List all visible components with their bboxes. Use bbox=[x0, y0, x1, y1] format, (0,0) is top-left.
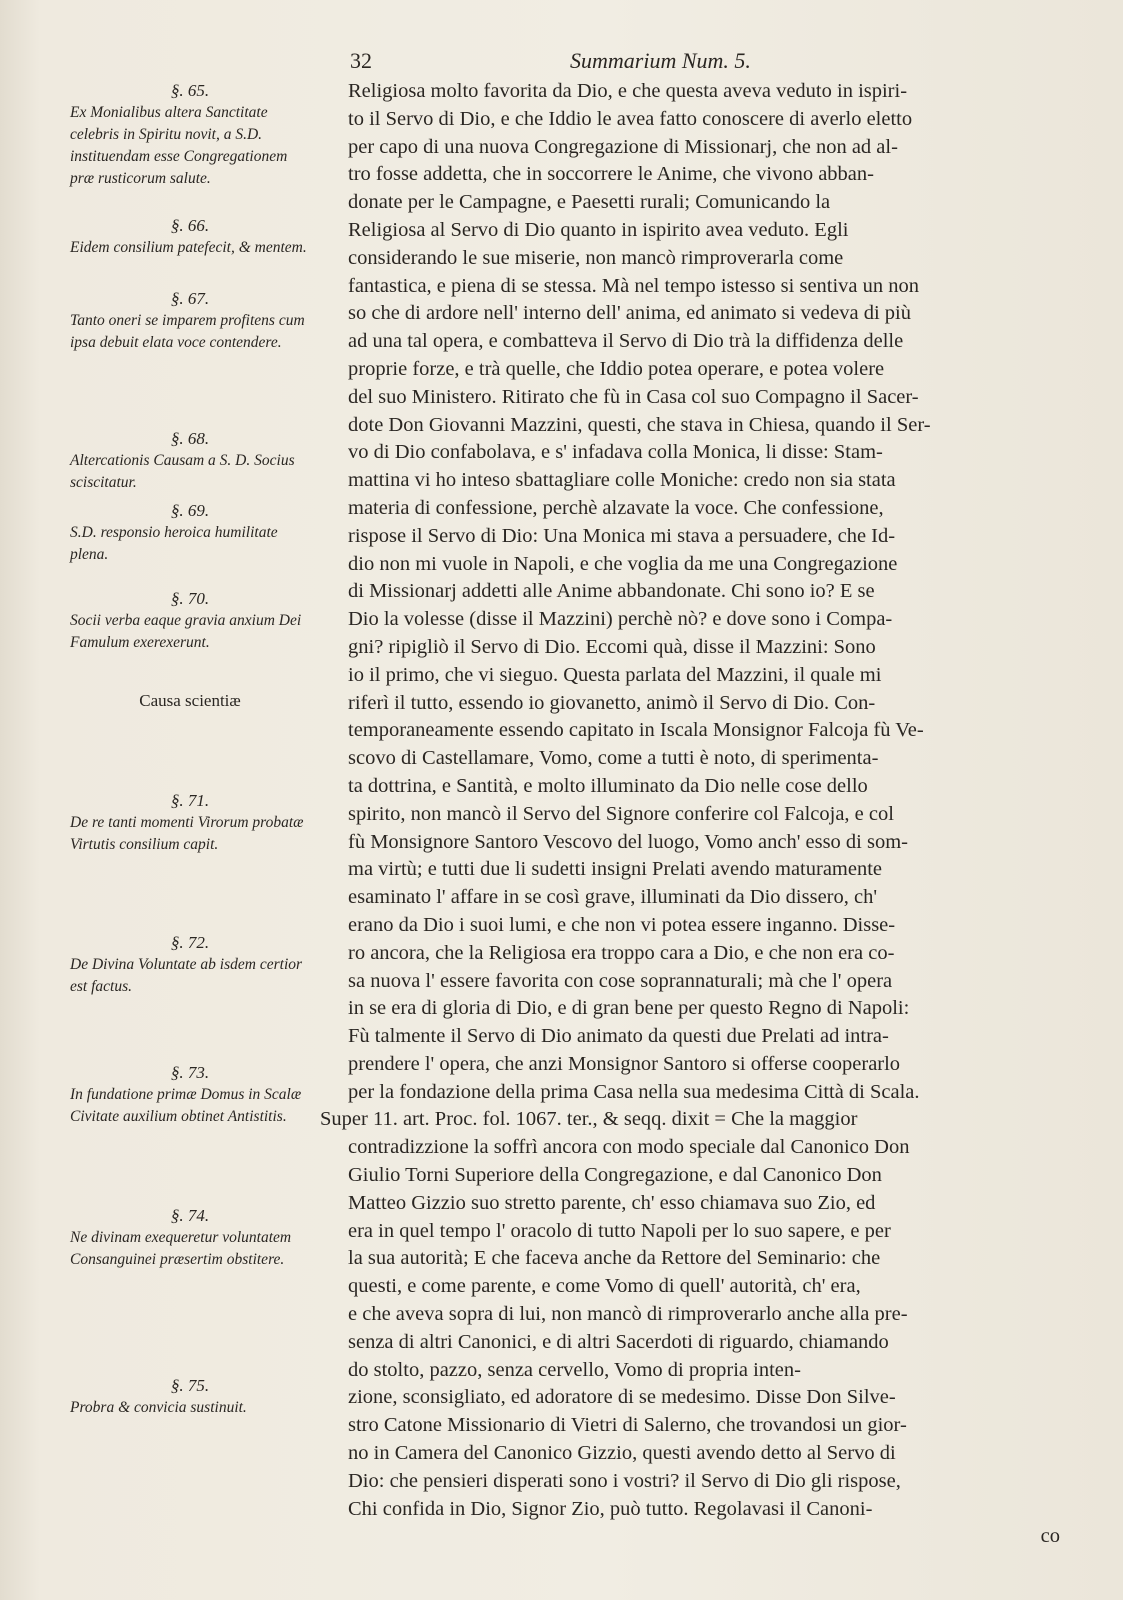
margin-note-75 bbox=[70, 1375, 310, 1419]
body-line: Super 11. art. Proc. fol. 1067. ter., & seqq. dixit = Che la maggior bbox=[320, 1108, 858, 1131]
page-number: 32 bbox=[350, 48, 372, 73]
margin-note-text: Socii verba eaque gravia anxium Dei Famulum exerexerunt. bbox=[70, 612, 302, 651]
body-line: ta dottrina, e Santità, e molto illuminato da Dio nelle cose dello bbox=[348, 774, 868, 797]
margin-section-number: §. 67. bbox=[170, 289, 210, 308]
body-line: proprie forze, e trà quelle, che Iddio potea operare, e potea volere bbox=[348, 357, 885, 380]
body-line: senza di altri Canonici, e di altri Sacerdoti di riguardo, chiamando bbox=[348, 1330, 889, 1353]
body-line: e che aveva sopra di lui, non mancò di rimproverarlo anche alla pre- bbox=[348, 1303, 908, 1326]
body-line: per capo di una nuova Congregazione di Missionarj, che non ad al- bbox=[348, 135, 898, 158]
body-line: Giulio Torni Superiore della Congregazione, e dal Canonico Don bbox=[348, 1164, 882, 1187]
margin-note-69 bbox=[70, 500, 310, 566]
body-line: ad una tal opera, e combatteva il Servo di Dio trà la diffidenza delle bbox=[348, 330, 904, 353]
body-line: mattina vi ho inteso sbattagliare colle Moniche: credo non sia stata bbox=[348, 469, 896, 492]
margin-note-text: De re tanti momenti Virorum probatæ Virtutis consilium capit. bbox=[70, 814, 304, 853]
margin-note-causa bbox=[70, 690, 310, 712]
body-line: dio non mi vuole in Napoli, e che voglia da me una Congregazione bbox=[348, 552, 898, 575]
body-line: questi, e come parente, e come Vomo di quell' autorità, ch' era, bbox=[348, 1275, 861, 1298]
body-line: zione, sconsigliato, ed adoratore di se medesimo. Disse Don Silve- bbox=[348, 1386, 896, 1409]
body-line: ma virtù; e tutti due li sudetti insigni Prelati avendo maturamente bbox=[348, 858, 883, 881]
margin-note-text: Probra & convicia sustinuit. bbox=[70, 1399, 247, 1416]
body-line: Dio la volesse (disse il Mazzini) perchè nò? e dove sono i Compa- bbox=[348, 608, 893, 631]
body-line: co bbox=[1040, 1525, 1060, 1548]
body-text bbox=[320, 78, 1060, 1551]
margin-note-70 bbox=[70, 588, 310, 654]
body-line: esaminato l' affare in se così grave, illuminati da Dio dissero, ch' bbox=[348, 886, 878, 909]
body-line: Dio: che pensieri disperati sono i vostri? il Servo di Dio gli rispose, bbox=[348, 1469, 901, 1492]
body-line: dote Don Giovanni Mazzini, questi, che stava in Chiesa, quando il Ser- bbox=[348, 413, 931, 436]
margin-note-text: In fundatione primæ Domus in Scalæ Civitate auxilium obtinet Antistitis. bbox=[70, 1086, 302, 1125]
margin-note-71 bbox=[70, 790, 310, 856]
margin-note-65 bbox=[70, 80, 310, 190]
body-line: Matteo Gizzio suo stretto parente, ch' esso chiamava suo Zio, ed bbox=[348, 1191, 876, 1214]
margin-note-74 bbox=[70, 1205, 310, 1271]
margin-section-number: §. 71. bbox=[170, 791, 210, 810]
body-line: sa nuova l' essere favorita con cose soprannaturali; mà che l' opera bbox=[348, 969, 893, 992]
body-line: io il primo, che vi sieguo. Questa parlata del Mazzini, il quale mi bbox=[348, 663, 882, 686]
margin-section-number: §. 69. bbox=[170, 501, 210, 520]
body-line: to il Servo di Dio, e che Iddio le avea fatto conoscere di averlo eletto bbox=[348, 107, 913, 130]
margin-note-72 bbox=[70, 932, 310, 998]
margin-note-67 bbox=[70, 288, 310, 354]
body-line: contradizzione la soffrì ancora con modo speciale dal Canonico Don bbox=[348, 1136, 910, 1159]
margin-note-text: Eidem consilium patefecit, & mentem. bbox=[70, 239, 307, 256]
body-line: fantastica, e piena di se stessa. Mà nel tempo istesso si sentiva un non bbox=[348, 274, 920, 297]
margin-section-number: §. 65. bbox=[170, 81, 210, 100]
body-line: riferì il tutto, essendo io giovanetto, animò il Servo di Dio. Con- bbox=[348, 691, 876, 714]
body-line: stro Catone Missionario di Vietri di Salerno, che trovandosi un gior- bbox=[348, 1414, 907, 1437]
body-line: Fù talmente il Servo di Dio animato da questi due Prelati ad intra- bbox=[348, 1025, 889, 1048]
body-line: scovo di Castellamare, Vomo, come a tutti è noto, di sperimenta- bbox=[348, 747, 879, 770]
margin-note-73 bbox=[70, 1062, 310, 1128]
body-line: erano da Dio i suoi lumi, e che non vi potea essere inganno. Disse- bbox=[348, 913, 896, 936]
body-line: do stolto, pazzo, senza cervello, Vomo di propria inten- bbox=[348, 1358, 801, 1381]
body-line: materia di confessione, perchè alzavate la voce. Che confessione, bbox=[348, 496, 884, 519]
running-title: Summarium Num. 5. bbox=[570, 48, 751, 73]
margin-note-66 bbox=[70, 215, 310, 259]
body-line: vo di Dio confabolava, e s' infadava colla Monica, li disse: Stam- bbox=[348, 441, 883, 464]
body-line: Chi confida in Dio, Signor Zio, può tutto. Regolavasi il Canoni- bbox=[348, 1497, 873, 1520]
margin-section-number: §. 72. bbox=[170, 933, 210, 952]
body-line: era in quel tempo l' oracolo di tutto Napoli per lo suo sapere, e per bbox=[348, 1219, 891, 1242]
margin-note-text: Ne divinam exequeretur voluntatem Consanguinei præsertim obstitere. bbox=[70, 1229, 292, 1268]
body-line: rispose il Servo di Dio: Una Monica mi stava a persuadere, che Id- bbox=[348, 524, 896, 547]
margin-note-text: Ex Monialibus altera Sanctitate celebris in Spiritu novit, a S.D. instituendam esse Congregationem præ rusticorum salute. bbox=[70, 104, 288, 187]
margin-section-number: §. 68. bbox=[170, 429, 210, 448]
margin-section-number: §. 66. bbox=[170, 216, 210, 235]
body-line: la sua autorità; E che faceva anche da Rettore del Seminario: che bbox=[348, 1247, 881, 1270]
body-line: gni? ripigliò il Servo di Dio. Eccomi quà, disse il Mazzini: Sono bbox=[348, 635, 876, 658]
body-line: spirito, non mancò il Servo del Signore conferire col Falcoja, e col bbox=[348, 802, 894, 825]
body-line: considerando le sue miserie, non mancò rimproverarla come bbox=[348, 246, 844, 269]
body-line: del suo Ministero. Ritirato che fù in Casa col suo Compagno il Sacer- bbox=[348, 385, 919, 408]
margin-section-number: §. 74. bbox=[170, 1206, 210, 1225]
page-header bbox=[350, 48, 870, 74]
body-line: donate per le Campagne, e Paesetti rurali; Comunicando la bbox=[348, 191, 831, 214]
body-line: ro ancora, che la Religiosa era troppo cara a Dio, e che non era co- bbox=[348, 941, 895, 964]
body-line: Religiosa molto favorita da Dio, e che questa aveva veduto in ispiri- bbox=[348, 80, 908, 102]
body-line: in se era di gloria di Dio, e di gran bene per questo Regno di Napoli: bbox=[348, 997, 910, 1020]
body-line: fù Monsignore Santoro Vescovo del luogo, Vomo anch' esso di som- bbox=[348, 830, 909, 853]
margin-section-number: §. 73. bbox=[170, 1063, 210, 1082]
body-line: di Missionarj addetti alle Anime abbandonate. Chi sono io? E se bbox=[348, 580, 875, 603]
margin-note-text: De Divina Voluntate ab isdem certior est factus. bbox=[70, 956, 303, 995]
body-line: tro fosse addetta, che in soccorrere le Anime, che vivono abban- bbox=[348, 163, 874, 186]
body-line: no in Camera del Canonico Gizzio, questi avendo detto al Servo di bbox=[348, 1442, 896, 1465]
margin-note-text: Tanto oneri se imparem profitens cum ipsa debuit elata voce contendere. bbox=[70, 312, 305, 351]
body-line: Religiosa al Servo di Dio quanto in ispirito avea veduto. Egli bbox=[348, 218, 849, 241]
body-line: per la fondazione della prima Casa nella sua medesima Città di Scala. bbox=[348, 1080, 920, 1103]
margin-note-text: S.D. responsio heroica humilitate plena. bbox=[70, 524, 278, 563]
margin-note-text: Altercationis Causam a S. D. Socius sciscitatur. bbox=[70, 452, 295, 491]
body-line: prendere l' opera, che anzi Monsignor Santoro si offerse cooperarlo bbox=[348, 1052, 901, 1075]
body-line: so che di ardore nell' interno dell' anima, ed animato si vedeva di più bbox=[348, 302, 911, 325]
body-line: temporaneamente essendo capitato in Iscala Monsignor Falcoja fù Ve- bbox=[348, 719, 924, 742]
margin-section-number: §. 75. bbox=[170, 1376, 210, 1395]
margin-section-number: §. 70. bbox=[170, 589, 210, 608]
margin-note-68 bbox=[70, 428, 310, 494]
margin-note-text: Causa scientiæ bbox=[139, 691, 241, 710]
